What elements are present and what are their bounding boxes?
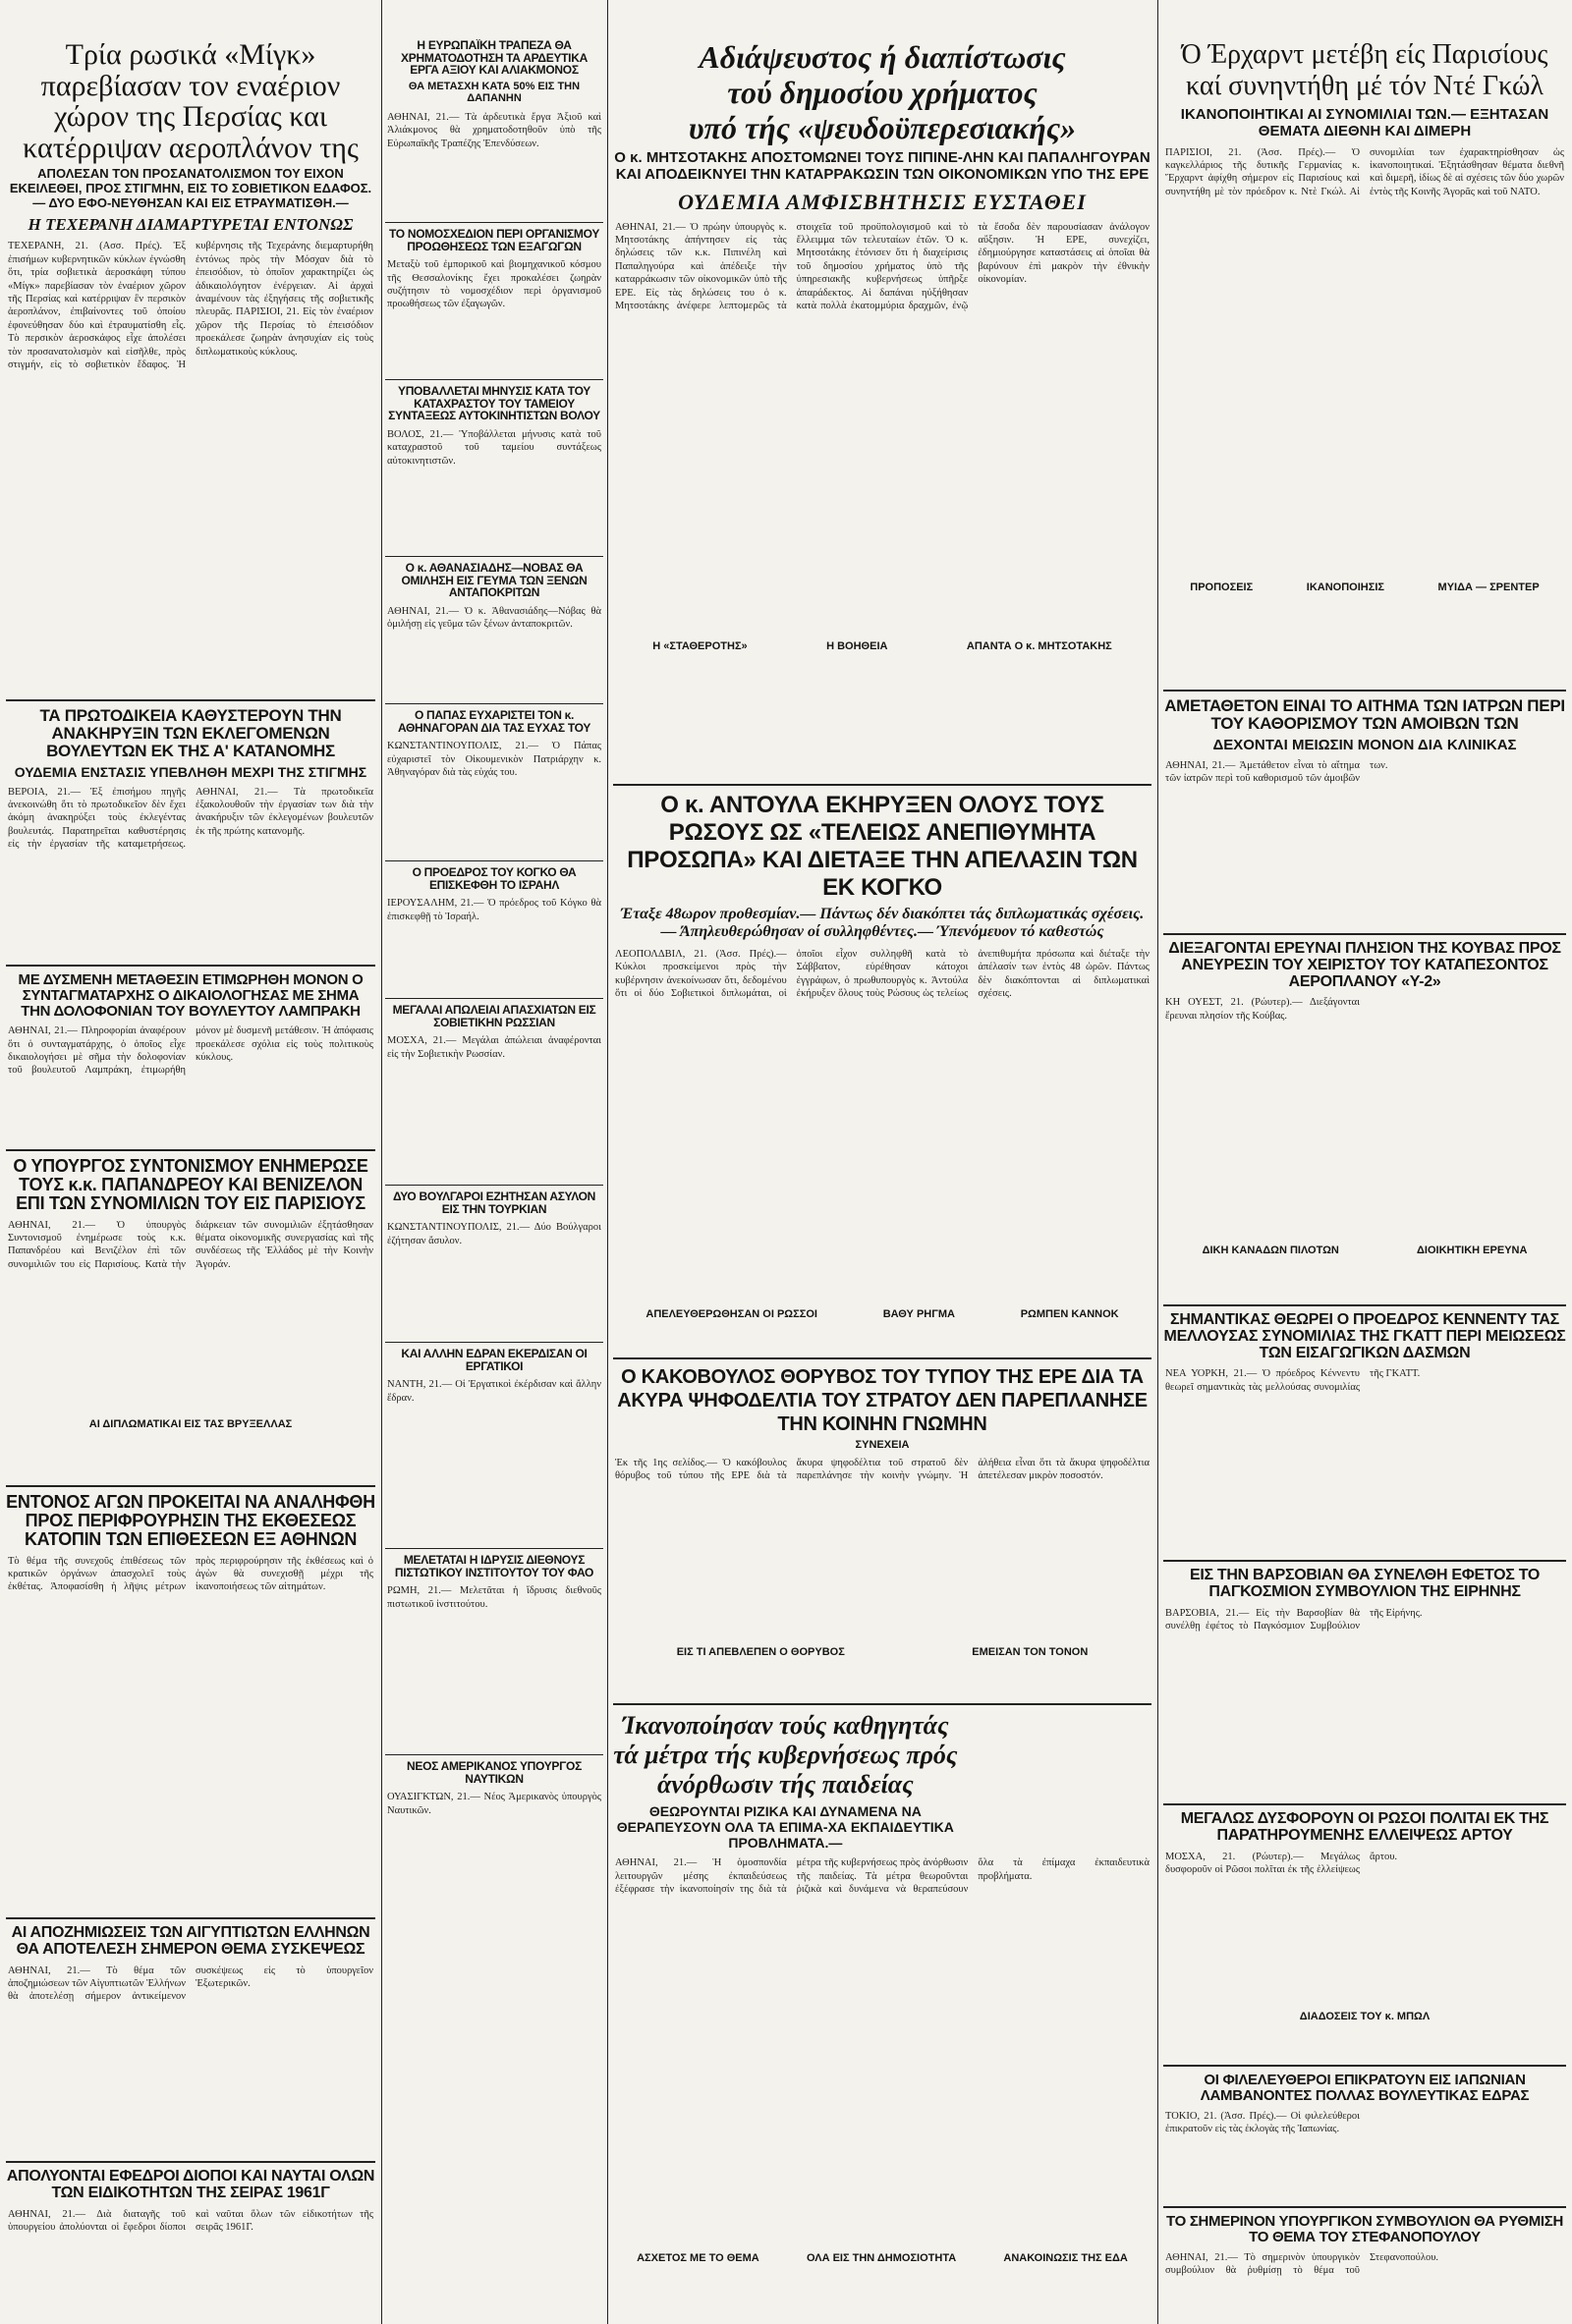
second-column <box>385 0 603 2324</box>
article-adoula <box>613 792 1151 1342</box>
divider <box>385 998 603 999</box>
article-stefanopoulos <box>1163 2214 1566 2320</box>
article-exhibition <box>6 1493 375 1906</box>
article-invalid-ballots <box>613 1365 1151 1689</box>
article-u2 <box>1163 941 1566 1295</box>
section-head: Η ΒΟΗΘΕΙΑ <box>826 639 888 652</box>
divider <box>613 1357 1151 1359</box>
article-gatt <box>1163 1312 1566 1548</box>
headline: Τρία ρωσικά «Μίγκ» παρεβίασαν τον εναέριον χώρον της Περσίας και κατέρριψαν αεροπλάνον της <box>23 39 359 164</box>
headline: Ο ΠΑΠΑΣ ΕΥΧΑΡΙΣΤΕΙ ΤΟΝ κ. ΑΘΗΝΑΓΟΡΑΝ ΔΙΑ ΤΑΣ ΕΥΧΑΣ ΤΟΥ <box>397 709 591 735</box>
headline: Ο κ. ΑΝΤΟΥΛΑ ΕΚΗΡΥΞΕΝ ΟΛΟΥΣ ΤΟΥΣ ΡΩΣΟΥΣ ΩΣ «ΤΕΛΕΙΩΣ ΑΝΕΠΙΘΥΜΗΤΑ ΠΡΟΣΩΠΑ» ΚΑΙ ΔΙΕΤΑΞΕ ΤΗΝ ΑΠΕΛΑΣΙΝ ΤΩΝ ΕΚ ΚΟΓΚΟ <box>627 792 1138 901</box>
headline: ΚΑΙ ΑΛΛΗΝ ΕΔΡΑΝ ΕΚΕΡΔΙΣΑΝ ΟΙ ΕΡΓΑΤΙΚΟΙ <box>401 1348 588 1373</box>
section-head: Η «ΣΤΑΘΕΡΟΤΗΣ» <box>652 639 748 652</box>
section-head: ΕΙΣ ΤΙ ΑΠΕΒΛΕΠΕΝ Ο ΘΟΡΥΒΟΣ <box>676 1646 845 1658</box>
subhead: ΘΑ ΜΕΤΑΣΧΗ ΚΑΤΑ 50% ΕΙΣ ΤΗΝ ΔΑΠΑΝΗΝ <box>408 80 581 105</box>
article-warsaw <box>1163 1568 1566 1794</box>
subhead: Ο κ. ΜΗΤΣΟΤΑΚΗΣ ΑΠΟΣΤΟΜΩΝΕΙ ΤΟΥΣ ΠΙΠΙΝΕ-ΛΗΝ ΚΑΙ ΠΑΠΑΛΗΓΟΥΡΑΝ ΚΑΙ ΑΠΟΔΕΙΚΝΥΕΙ ΤΗΝ ΚΑΤΑΡΡΑΚΩΣΙΝ ΤΩΝ ΟΙΚΟΝΟΜΙΚΩΝ ΥΠΟ ΤΗΣ ΕΡΕ <box>614 149 1151 184</box>
subhead: ΔΕΧΟΝΤΑΙ ΜΕΙΩΣΙΝ ΜΟΝΟΝ ΔΙΑ ΚΛΙΝΙΚΑΣ <box>1212 736 1517 753</box>
section-head: ΔΙΚΗ ΚΑΝΑΔΩΝ ΠΙΛΟΤΩΝ <box>1202 1245 1339 1257</box>
section-head: ΔΙΟΙΚΗΤΙΚΗ ΕΡΕΥΝΑ <box>1417 1245 1528 1257</box>
article-volos <box>385 385 603 552</box>
article-body: ΛΕΟΠΟΛΔΒΙΛ, 21. (Ἀσσ. Πρές).— Κύκλοι προσκείμενοι πρὸς τὴν κυβέρνησιν ἀνεκοίνωσαν ὅτι, δεδομένου ὅτι οἱ δύο Σοβιετικοὶ διπλωμάται, οἱ ὁποῖοι εἶχον συλληφθῆ κατὰ τὸ Σάββατον, εὑρέθησαν κάτοχοι ἐγγράφων, ὁ πρωθυπουργὸς κ. Ἀντούλα ἐκήρυξεν ὅλους τοὺς Ρώσους ὡς τελείως ἀνεπιθυμήτα πρόσωπα καὶ διέταξε τὴν ἀπέλασίν των ἐντὸς 48 ὡρῶν. Πάντως δὲν διακόπτονται αἱ διπλωματικαὶ σχέσεις. <box>615 948 1150 999</box>
divider <box>1163 933 1566 935</box>
headline: ΝΕΟΣ ΑΜΕΡΙΚΑΝΟΣ ΥΠΟΥΡΓΟΣ ΝΑΥΤΙΚΩΝ <box>407 1760 582 1786</box>
article-bread <box>1163 1811 1566 2057</box>
section-head: Η ΤΕΧΕΡΑΝΗ ΔΙΑΜΑΡΤΥΡΕΤΑΙ ΕΝΤΟΝΩΣ <box>28 214 354 234</box>
subhead: ΑΠΟΛΕΣΑΝ ΤΟΝ ΠΡΟΣΑΝΑΤΟΛΙΣΜΟΝ ΤΟΥ ΕΙΧΟΝ ΕΚΕΙΛΕΘΕΙ, ΠΡΟΣ ΣΤΙΓΜΗΝ, ΕΙΣ ΤΟ ΣΟΒΙΕΤΙΚΟΝ ΕΔΑΦΟΣ.— ΔΥΟ ΕΦΟ-ΝΕΥΘΗΣΑΝ ΚΑΙ ΕΙΣ ΕΤΡΑΥΜΑΤΙΣΘΗ.— <box>9 166 372 210</box>
divider <box>385 1185 603 1186</box>
section-head: ΟΛΑ ΕΙΣ ΤΗΝ ΔΗΜΟΣΙΟΤΗΤΑ <box>806 2252 957 2265</box>
section-head: ΜΥΙΔΑ — ΣΡΕΝΤΕΡ <box>1437 581 1540 593</box>
section-head: ΡΩΜΠΕΝ ΚΑΝΝΟΚ <box>1020 1307 1119 1320</box>
article-sailors <box>6 2169 375 2316</box>
article-body: ΑΘΗΝΑΙ, 21.— Τὸ θέμα τῶν ἀποζημιώσεων τῶν Αἰγυπτιωτῶν Ἑλλήνων θὰ ἀποτελέσῃ σήμερον ἀντικείμενον συσκέψεως εἰς τὸ ὑπουργεῖον Ἐξωτερικῶν. <box>8 1964 373 2003</box>
article-body: ΑΘΗΝΑΙ, 21.— Ὁ πρώην ὑπουργὸς κ. Μητσοτάκης ἀπήντησεν εἰς τὰς δηλώσεις τῶν κ.κ. Πιπινέλη καὶ Παπαληγούρα καὶ ἀπέδειξε τὴν καταρράκωσιν τῶν οἰκονομικῶν ὑπὸ τῆς ΕΡΕ. Εἰς τὰς δηλώσεις του ὁ κ. Μητσοτάκης ἀνέφερε λεπτομερῶς τὰ στοιχεῖα τοῦ προϋπολογισμοῦ καὶ τὸ ἔλλειμμα τῶν τελευταίων ἐτῶν. Ὁ κ. Μητσοτάκης ἐτόνισεν ὅτι ἡ διαχείρισις τοῦ δημοσίου χρήματος ὑπὸ τῆς ὑπηρεσιακῆς κυβερνήσεως ὑπῆρξε ἀπαράδεκτος. Αἱ δαπάναι ηὐξήθησαν κατὰ πολλὰ ἑκατομμύρια δραχμῶν, ἐνῷ τὰ ἔσοδα δὲν παρουσίασαν ἀνάλογον αὔξησιν. Ἡ ΕΡΕ, συνεχίζει, ἐδημιούργησε καταστάσεις αἱ ὁποῖαι θὰ βαρύνουν ἐπὶ μακρὸν τὴν ἐθνικὴν οἰκονομίαν. <box>615 221 1150 311</box>
headline: Ο ΥΠΟΥΡΓΟΣ ΣΥΝΤΟΝΙΣΜΟΥ ΕΝΗΜΕΡΩΣΕ ΤΟΥΣ κ.κ. ΠΑΠΑΝΔΡΕΟΥ ΚΑΙ ΒΕΝΙΖΕΛΟΝ ΕΠΙ ΤΩΝ ΣΥΝΟΜΙΛΙΩΝ ΤΟΥ ΕΙΣ ΠΑΡΙΣΙΟΥΣ <box>13 1157 368 1213</box>
article-courts <box>6 707 375 943</box>
article-body: Μεταξὺ τοῦ ἐμπορικοῦ καὶ βιομηχανικοῦ κόσμου τῆς Θεσσαλονίκης ἔχει προκαλέσει ζωηρὰν συζήτησιν τὸ νομοσχέδιον περὶ ὀργανισμοῦ προωθήσεως τῶν ἐξαγωγῶν. <box>387 259 601 310</box>
article-congo-president <box>385 866 603 994</box>
headline: ΕΝΤΟΝΟΣ ΑΓΩΝ ΠΡΟΚΕΙΤΑΙ ΝΑ ΑΝΑΛΗΦΘΗ ΠΡΟΣ ΠΕΡΙΦΡΟΥΡΗΣΙΝ ΤΗΣ ΕΚΘΕΣΕΩΣ ΚΑΤΟΠΙΝ ΤΩΝ ΕΠΙΘΕΣΕΩΝ ΕΞ ΑΘΗΝΩΝ <box>6 1493 375 1549</box>
divider <box>1163 1560 1566 1562</box>
divider <box>385 703 603 704</box>
article-body: ΜΟΣΧΑ, 21.— Μεγάλαι ἀπώλειαι ἀναφέρονται εἰς τὴν Σοβιετικὴν Ρωσσίαν. <box>387 1035 601 1060</box>
article-eib <box>385 39 603 216</box>
divider <box>385 1754 603 1755</box>
headline: Ίκανοποίησαν τούς καθηγητάς τά μέτρα τής κυβερνήσεως πρός άνόρθωσιν τής παιδείας <box>613 1711 958 1798</box>
section-head: ΔΙΑΔΟΣΕΙΣ ΤΟΥ κ. ΜΠΩΛ <box>1299 2010 1431 2022</box>
column-divider <box>381 0 382 2324</box>
section-head: ΑΙ ΔΙΠΛΩΜΑΤΙΚΑΙ ΕΙΣ ΤΑΣ ΒΡΥΞΕΛΛΑΣ <box>88 1417 293 1430</box>
divider <box>385 1548 603 1549</box>
headline: ΜΕΓΑΛΩΣ ΔΥΣΦΟΡΟΥΝ ΟΙ ΡΩΣΟΙ ΠΟΛΙΤΑΙ ΕΚ ΤΗΣ ΠΑΡΑΤΗΡΟΥΜΕΝΗΣ ΕΛΛΕΙΨΕΩΣ ΑΡΤΟΥ <box>1180 1811 1549 1844</box>
headline: Ό Έρχαρντ μετέβη είς Παρισίους καί συνηντήθη μέ τόν Ντέ Γκώλ <box>1181 39 1548 101</box>
article-body: ΑΘΗΝΑΙ, 21.— Ἀμετάθετον εἶναι τὸ αἴτημα τῶν ἰατρῶν περὶ τοῦ καθορισμοῦ τῶν ἀμοιβῶν των. <box>1165 759 1388 785</box>
article-coordination <box>6 1157 375 1471</box>
headline: ΤΟ ΝΟΜΟΣΧΕΔΙΟΝ ΠΕΡΙ ΟΡΓΑΝΙΣΜΟΥ ΠΡΟΩΘΗΣΕΩΣ ΤΩΝ ΕΞΑΓΩΓΩΝ <box>388 228 600 253</box>
article-athanasiadis <box>385 562 603 699</box>
headline-line: υπό τής «ψευδοϋπερεσιακής» <box>688 110 1077 145</box>
divider <box>385 222 603 223</box>
kicker: ΣΥΝΕΧΕΙΑ <box>855 1439 910 1451</box>
divider <box>613 784 1151 786</box>
article-ussr-losses <box>385 1004 603 1181</box>
divider <box>1163 2206 1566 2208</box>
headline: Ο κ. ΑΘΑΝΑΣΙΑΔΗΣ—ΝΟΒΑΣ ΘΑ ΟΜΙΛΗΣΗ ΕΙΣ ΓΕΥΜΑ ΤΩΝ ΞΕΝΩΝ ΑΝΤΑΠΟΚΡΙΤΩΝ <box>401 562 588 600</box>
article-body: ΟΥΑΣΙΓΚΤΩΝ, 21.— Νέος Ἀμερικανὸς ὑπουργὸς Ναυτικῶν. <box>387 1792 601 1816</box>
article-body: ΡΩΜΗ, 21.— Μελετᾶται ἡ ἵδρυσις διεθνοῦς πιστωτικοῦ ἰνστιτούτου. <box>387 1585 601 1610</box>
article-body: ΝΑΝΤΗ, 21.— Οἱ Ἐργατικοὶ ἐκέρδισαν καὶ ἄλλην ἕδραν. <box>387 1379 601 1404</box>
section-head: ΒΑΘΥ ΡΗΓΜΑ <box>882 1307 955 1320</box>
column-divider <box>607 0 608 2324</box>
section-head: ΑΣΧΕΤΟΣ ΜΕ ΤΟ ΘΕΜΑ <box>637 2252 759 2265</box>
article-body: ΑΘΗΝΑΙ, 21.— Ἡ ὁμοσπονδία λειτουργῶν μέσης ἐκπαιδεύσεως ἐξέφρασε τὴν ἱκανοποίησίν της διὰ τὰ μέτρα τῆς κυβερνήσεως πρὸς ἀνόρθωσιν τῆς παιδείας. Τὰ μέτρα θεωροῦνται ῥιζικὰ καὶ δυνάμενα νὰ θεραπεύσουν ὅλα τὰ ἐπίμαχα ἐκπαιδευτικὰ προβλήματα. <box>615 1857 1150 1896</box>
left-column <box>6 0 375 2324</box>
article-lambrakis <box>6 972 375 1139</box>
divider <box>1163 2065 1566 2067</box>
section-head: ΑΠΕΛΕΥΘΕΡΩΘΗΣΑΝ ΟΙ ΡΩΣΣΟΙ <box>646 1307 817 1320</box>
article-body: ΚΗ ΟΥΕΣΤ, 21. (Ρώυτερ).— Διεξάγονται ἔρευναι πλησίον τῆς Κούβας. <box>1165 997 1360 1022</box>
article-body: ΤΟΚΙΟ, 21. (Ἀσσ. Πρές).— Οἱ φιλελεύθεροι ἐπικρατοῦν εἰς τὰς ἐκλογὰς τῆς Ἰαπωνίας. <box>1165 2110 1360 2134</box>
article-body: ΠΑΡΙΣΙΟΙ, 21. (Ἀσσ. Πρές).— Ὁ καγκελλάριος τῆς δυτικῆς Γερμανίας κ. Ἔρχαρντ ἀφίχθη σήμερον εἰς Παρισίους καὶ συνηντήθη μὲ τὸν πρόεδρον κ. Ντὲ Γκώλ. Αἱ συνομιλίαι των ἐχαρακτηρίσθησαν ὡς ἱκανοποιητικαί. Ἐξητάσθησαν θέματα διεθνῆ καὶ διμερῆ, ἰδίως δὲ αἱ σχέσεις τῶν δύο χωρῶν ἐντὸς τῆς Κοινῆς Ἀγορᾶς καὶ τοῦ ΝΑΤΟ. <box>1165 146 1564 197</box>
article-us-navy <box>385 1760 603 2310</box>
article-body: ΒΕΡΟΙΑ, 21.— Ἐξ ἐπισήμου πηγῆς ἀνεκοινώθη ὅτι τὸ πρωτοδικεῖον δὲν ἔχει ἀκόμη ἀνακηρύξει τοὺς ἐκλεγέντας βουλευτάς. Παρατηρεῖται καθυστέρησις εἰς τὴν ἐργασίαν τῆς καταμετρήσεως. ΑΘΗΝΑΙ, 21.— Τὰ πρωτοδικεῖα ἐξακολουθοῦν τὴν ἐργασίαν των διὰ τὴν ἀνακήρυξιν τῶν ἐκλεγομένων βουλευτῶν ἐκ τῆς πρώτης κατανομῆς. <box>8 786 373 851</box>
article-body: ΒΑΡΣΟΒΙΑ, 21.— Εἰς τὴν Βαρσοβίαν θὰ συνέλθῃ ἐφέτος τὸ Παγκόσμιον Συμβούλιον τῆς Εἰρήνης. <box>1165 1607 1423 1632</box>
article-japan <box>1163 2073 1566 2200</box>
headline: ΜΕΓΑΛΑΙ ΑΠΩΛΕΙΑΙ ΑΠΑΣΧΙΑΤΩΝ ΕΙΣ ΣΟΒΙΕΤΙΚΗΝ ΡΩΣΣΙΑΝ <box>392 1004 596 1029</box>
article-body: ΚΩΝΣΤΑΝΤΙΝΟΥΠΟΛΙΣ, 21.— Ὁ Πάπας εὐχαριστεῖ τὸν Οἰκουμενικὸν Πατριάρχην κ. Ἀθηναγόραν διὰ τὰς εὐχάς του. <box>387 741 601 778</box>
article-body: ΑΘΗΝΑΙ, 21.— Τὸ σημερινὸν ὑπουργικὸν συμβούλιον θὰ ῥυθμίσῃ τὸ θέμα τοῦ Στεφανοπούλου. <box>1165 2251 1439 2276</box>
divider <box>613 1703 1151 1705</box>
article-body: ΝΕΑ ΥΟΡΚΗ, 21.— Ὁ πρόεδρος Κέννεντυ θεωρεῖ σημαντικὰς τὰς μελλούσας συνομιλίας τῆς ΓΚΑΤΤ. <box>1165 1368 1421 1393</box>
article-body: ΒΟΛΟΣ, 21.— Ὑποβάλλεται μήνυσις κατὰ τοῦ καταχραστοῦ τοῦ ταμείου συντάξεως αὐτοκινητιστῶν. <box>387 428 601 467</box>
divider <box>1163 1304 1566 1306</box>
headline-line: τού δημοσίου χρήματος <box>727 75 1038 110</box>
headline: ΣΗΜΑΝΤΙΚΑΣ ΘΕΩΡΕΙ Ο ΠΡΟΕΔΡΟΣ ΚΕΝΝΕΝΤΥ ΤΑΣ ΜΕΛΛΟΥΣΑΣ ΣΥΝΟΜΙΛΙΑΣ ΤΗΣ ΓΚΑΤΤ ΠΕΡΙ ΜΕΙΩΣΕΩΣ ΤΩΝ ΕΙΣΑΓΩΓΙΚΩΝ ΔΑΣΜΩΝ <box>1163 1312 1566 1361</box>
article-erhard <box>1163 39 1566 678</box>
divider <box>6 1485 375 1487</box>
banner: ΟΥΔΕΜΙΑ ΑΜΦΙΣΒΗΤΗΣΙΣ ΕΥΣΤΑΘΕΙ <box>678 189 1087 214</box>
divider <box>6 2161 375 2163</box>
article-egyptiot <box>6 1925 375 2151</box>
divider <box>6 699 375 701</box>
article-body: ΑΘΗΝΑΙ, 21.— Ὁ κ. Ἀθανασιάδης—Νόβας θὰ ὁμιλήσῃ εἰς γεῦμα τῶν ξένων ἀνταποκριτῶν. <box>387 605 601 631</box>
article-labour <box>385 1348 603 1544</box>
headline: ΜΕ ΔΥΣΜΕΝΗ ΜΕΤΑΘΕΣΙΝ ΕΤΙΜΩΡΗΘΗ ΜΟΝΟΝ Ο ΣΥΝΤΑΓΜΑΤΑΡΧΗΣ Ο ΔΙΚΑΙΟΛΟΓΗΣΑΣ ΜΕ ΣΗΜΑ ΤΗΝ ΔΟΛΟΦΟΝΙΑΝ ΤΟΥ ΒΟΥΛΕΥΤΟΥ ΛΑΜΠΡΑΚΗ <box>18 972 364 1020</box>
article-body: Τὸ θέμα τῆς συνεχοῦς ἐπιθέσεως τῶν κρατικῶν ὀργάνων ἀπασχολεῖ τοὺς ἐκθέτας. Ἀποφασίσθη ἡ λῆψις μέτρων πρὸς περιφρούρησιν τῆς ἐκθέσεως καὶ ὁ ἀγὼν θὰ συνεχισθῇ μέχρι τῆς ἱκανοποιήσεως τῶν αἰτημάτων. <box>8 1555 373 1593</box>
section-head: ΙΚΑΝΟΠΟΙΗΣΙΣ <box>1306 581 1384 593</box>
headline: ΥΠΟΒΑΛΛΕΤΑΙ ΜΗΝΥΣΙΣ ΚΑΤΑ ΤΟΥ ΚΑΤΑΧΡΑΣΤΟΥ ΤΟΥ ΤΑΜΕΙΟΥ ΣΥΝΤΑΞΕΩΣ ΑΥΤΟΚΙΝΗΤΙΣΤΩΝ ΒΟΛΟΥ <box>388 385 600 423</box>
headline: Ο ΚΑΚΟΒΟΥΛΟΣ ΘΟΡΥΒΟΣ ΤΟΥ ΤΥΠΟΥ ΤΗΣ ΕΡΕ ΔΙΑ ΤΑ ΑΚΥΡΑ ΨΗΦΟΔΕΛΤΙΑ ΤΟΥ ΣΤΡΑΤΟΥ ΔΕΝ ΠΑΡΕΠΛΑΝΗΣΕ ΤΗΝ ΚΟΙΝΗΝ ΓΝΩΜΗΝ <box>617 1366 1148 1435</box>
divider <box>1163 690 1566 692</box>
center-column <box>613 0 1151 2324</box>
article-teachers <box>613 1711 1151 2316</box>
article-body: ΤΕΧΕΡΑΝΗ, 21. (Ασσ. Πρές). Ἐξ ἐπισήμων κυβερνητικῶν κύκλων ἐγνώσθη ὅτι, τρία σοβιετικὰ ἀεροσκάφη τύπου «Μίγκ» παρεβίασαν τὸν ἐναέριον χῶρον τῆς Περσίας καὶ κατέρριψαν ἓν περσικὸν ἀεροπλάνον, ἐπιβαίνοντες τοῦ ὁποίου ἐφονεύθησαν δύο καὶ ἐτραυματίσθη εἷς. Τὸ περσικὸν ἀεροσκάφος εἶχε ἀπολέσει τὸν προσανατολισμὸν καὶ εἰσῆλθε, πρὸς στιγμήν, εἰς τὸ σοβιετικὸν ἔδαφος. Ἡ κυβέρνησις τῆς Τεχεράνης διεμαρτυρήθη ἐντόνως πρὸς τὴν Μόσχαν διὰ τὸ ἐπεισόδιον, τὸ ὁποῖον χαρακτηρίζει ὡς ἀδικαιολόγητον ἐνέργειαν. Αἱ ἀρχαὶ ἀναμένουν τὰς ἐξηγήσεις τῆς σοβιετικῆς πλευρᾶς. ΠΑΡΙΣΙΟΙ, 21. Εἰς τὸν ἐναέριον χῶρον τῆς Περσίας τὸ ἐπεισόδιον προεκάλεσε ζωηρὰν ἀνησυχίαν εἰς τοὺς διπλωματικοὺς κύκλους. <box>8 241 373 371</box>
headline: Ο ΠΡΟΕΔΡΟΣ ΤΟΥ ΚΟΓΚΟ ΘΑ ΕΠΙΣΚΕΦΘΗ ΤΟ ΙΣΡΑΗΛ <box>412 866 577 892</box>
article-body: Ἐκ τῆς 1ης σελίδος.— Ὁ κακόβουλος θόρυβος τοῦ τύπου τῆς ΕΡΕ διὰ τὰ ἄκυρα ψηφοδέλτια τοῦ στρατοῦ δὲν παρεπλάνησε τὴν κοινὴν γνώμην. Ἡ ἀλήθεια εἶναι ὅτι τὰ ἄκυρα ψηφοδέλτια ἀπετέλεσαν μικρὸν ποσοστόν. <box>615 1458 1150 1482</box>
article-body: ΑΘΗΝΑΙ, 21.— Διὰ διαταγῆς τοῦ ὑπουργείου ἀπολύονται οἱ ἔφεδροι δίοποι καὶ ναῦται ὅλων τῶν εἰδικοτήτων τῆς σειρᾶς 1961Γ. <box>8 2208 373 2233</box>
right-column <box>1163 0 1566 2324</box>
section-head: ΠΡΟΠΟΣΕΙΣ <box>1190 581 1254 593</box>
article-pope <box>385 709 603 857</box>
article-body: ΜΟΣΧΑ, 21. (Ρώυτερ).— Μεγάλως δυσφοροῦν οἱ Ρῶσοι πολῖται ἐκ τῆς ἐλλείψεως ἄρτου. <box>1165 1851 1398 1875</box>
headline: ΑΜΕΤΑΘΕΤΟΝ ΕΙΝΑΙ ΤΟ ΑΙΤΗΜΑ ΤΩΝ ΙΑΤΡΩΝ ΠΕΡΙ ΤΟΥ ΚΑΘΟΡΙΣΜΟΥ ΤΩΝ ΑΜΟΙΒΩΝ ΤΩΝ <box>1164 697 1565 733</box>
headline: ΜΕΛΕΤΑΤΑΙ Η ΙΔΡΥΣΙΣ ΔΙΕΘΝΟΥΣ ΠΙΣΤΩΤΙΚΟΥ ΙΝΣΤΙΤΟΥΤΟΥ ΤΟΥ ΦΑΟ <box>394 1554 594 1579</box>
article-body: ΑΘΗΝΑΙ, 21.— Ὁ ὑπουργὸς Συντονισμοῦ ἐνημέρωσε τοὺς κ.κ. Παπανδρέου καὶ Βενιζέλον ἐπὶ τῶν συνομιλιῶν του εἰς Παρισίους. Κατὰ τὴν διάρκειαν τῶν συνομιλιῶν ἐξητάσθησαν θέματα οἰκονομικῆς συνεργασίας καὶ τῆς συνδέσεως τῆς Ἑλλάδος μὲ τὴν Κοινὴν Ἀγοράν. <box>8 1219 373 1270</box>
article-public-money <box>613 39 1151 766</box>
article-body: ΑΘΗΝΑΙ, 21.— Τὰ ἀρδευτικὰ ἔργα Ἀξιοῦ καὶ Ἀλιάκμονος θὰ χρηματοδοτηθοῦν ὑπὸ τῆς Εὐρωπαϊκῆς Τραπέζης Ἐπενδύσεων. <box>387 112 601 149</box>
article-fao <box>385 1554 603 1750</box>
divider <box>6 1917 375 1919</box>
section-head: ΕΜΕΙΣΑΝ ΤΟΝ ΤΟΝΟΝ <box>972 1646 1089 1658</box>
article-body: ΚΩΝΣΤΑΝΤΙΝΟΥΠΟΛΙΣ, 21.— Δύο Βούλγαροι ἐζήτησαν ἄσυλον. <box>387 1222 601 1246</box>
divider <box>385 1342 603 1343</box>
column-divider <box>1157 0 1158 2324</box>
article-bulgarians <box>385 1190 603 1338</box>
headline: ΤΟ ΣΗΜΕΡΙΝΟΝ ΥΠΟΥΡΓΙΚΟΝ ΣΥΜΒΟΥΛΙΟΝ ΘΑ ΡΥΘΜΙΣΗ ΤΟ ΘΕΜΑ ΤΟΥ ΣΤΕΦΑΝΟΠΟΥΛΟΥ <box>1166 2214 1563 2245</box>
divider <box>6 1149 375 1151</box>
article-body: ΙΕΡΟΥΣΑΛΗΜ, 21.— Ὁ πρόεδρος τοῦ Κόγκο θὰ ἐπισκεφθῇ τὸ Ἰσραήλ. <box>387 898 601 922</box>
divider <box>385 556 603 557</box>
headline: ΔΙΕΞΑΓΟΝΤΑΙ ΕΡΕΥΝΑΙ ΠΛΗΣΙΟΝ ΤΗΣ ΚΟΥΒΑΣ ΠΡΟΣ ΑΝΕΥΡΕΣΙΝ ΤΟΥ ΧΕΙΡΙΣΤΟΥ ΤΟΥ ΚΑΤΑΠΕΣΟΝΤΟΣ ΑΕΡΟΠΛΑΝΟΥ «Υ-2» <box>1168 941 1561 990</box>
headline: Η ΕΥΡΩΠΑΪΚΗ ΤΡΑΠΕΖΑ ΘΑ ΧΡΗΜΑΤΟΔΟΤΗΣΗ ΤΑ ΑΡΔΕΥΤΙΚΑ ΕΡΓΑ ΑΞΙΟΥ ΚΑΙ ΑΛΙΑΚΜΟΝΟΣ <box>401 39 588 78</box>
subhead: ΟΥΔΕΜΙΑ ΕΝΣΤΑΣΙΣ ΥΠΕΒΛΗΘΗ ΜΕΧΡΙ ΤΗΣ ΣΤΙΓΜΗΣ <box>14 763 367 780</box>
headline: ΔΥΟ ΒΟΥΛΓΑΡΟΙ ΕΖΗΤΗΣΑΝ ΑΣΥΛΟΝ ΕΙΣ ΤΗΝ ΤΟΥΡΚΙΑΝ <box>392 1190 596 1216</box>
headline: ΑΠΟΛΥΟΝΤΑΙ ΕΦΕΔΡΟΙ ΔΙΟΠΟΙ ΚΑΙ ΝΑΥΤΑΙ ΟΛΩΝ ΤΩΝ ΕΙΔΙΚΟΤΗΤΩΝ ΤΗΣ ΣΕΙΡΑΣ 1961Γ <box>6 2169 375 2201</box>
subhead: ΘΕΩΡΟΥΝΤΑΙ ΡΙΖΙΚΑ ΚΑΙ ΔΥΝΑΜΕΝΑ ΝΑ ΘΕΡΑΠΕΥΣΟΥΝ ΟΛΑ ΤΑ ΕΠΙΜΑ-ΧΑ ΕΚΠΑΙΔΕΥΤΙΚΑ ΠΡΟΒΛΗΜΑΤΑ.— <box>616 1803 954 1852</box>
section-head: ΑΠΑΝΤΑ Ο κ. ΜΗΤΣΟΤΑΚΗΣ <box>966 639 1112 652</box>
article-exports <box>385 228 603 375</box>
article-body: ΑΘΗΝΑΙ, 21.— Πληροφορίαι ἀναφέρουν ὅτι ὁ συνταγματάρχης, ὁ ὁποῖος εἶχε δικαιολογήσει μὲ σῆμα τὴν δολοφονίαν τοῦ βουλευτοῦ Λαμπράκη, ἐτιμωρήθη μόνον μὲ δυσμενῆ μετάθεσιν. Ἡ ἀπόφασις προεκάλεσε σχόλια εἰς τοὺς πολιτικοὺς κύκλους. <box>8 1025 373 1077</box>
section-head: ΑΝΑΚΟΙΝΩΣΙΣ ΤΗΣ ΕΔΑ <box>1003 2252 1128 2265</box>
headline: ΕΙΣ ΤΗΝ ΒΑΡΣΟΒΙΑΝ ΘΑ ΣΥΝΕΛΘΗ ΕΦΕΤΟΣ ΤΟ ΠΑΓΚΟΣΜΙΟΝ ΣΥΜΒΟΥΛΙΟΝ ΤΗΣ ΕΙΡΗΝΗΣ <box>1189 1568 1541 1600</box>
headline: ΤΑ ΠΡΩΤΟΔΙΚΕΙΑ ΚΑΘΥΣΤΕΡΟΥΝ ΤΗΝ ΑΝΑΚΗΡΥΞΙΝ ΤΩΝ ΕΚΛΕΓΟΜΕΝΩΝ ΒΟΥΛΕΥΤΩΝ ΕΚ ΤΗΣ Α' ΚΑΤΑΝΟΜΗΣ <box>39 707 342 760</box>
headline-line: Αδιάψευστος ή διαπίστωσις <box>699 39 1066 75</box>
article-doctors <box>1163 697 1566 923</box>
subhead: ΙΚΑΝΟΠΟΙΗΤΙΚΑΙ ΑΙ ΣΥΝΟΜΙΛΙΑΙ ΤΩΝ.— ΕΞΗΤΑΣΑΝ ΘΕΜΑΤΑ ΔΙΕΘΝΗ ΚΑΙ ΔΙΜΕΡΗ <box>1180 106 1549 140</box>
divider <box>1163 1803 1566 1805</box>
headline: ΑΙ ΑΠΟΖΗΜΙΩΣΕΙΣ ΤΩΝ ΑΙΓΥΠΤΙΩΤΩΝ ΕΛΛΗΝΩΝ ΘΑ ΑΠΟΤΕΛΕΣΗ ΣΗΜΕΡΟΝ ΘΕΜΑ ΣΥΣΚΕΨΕΩΣ <box>11 1925 370 1958</box>
article-persia <box>6 39 375 688</box>
divider <box>385 860 603 861</box>
divider <box>385 379 603 380</box>
divider <box>6 965 375 967</box>
dek: Έταξε 48ωρον προθεσμίαν.— Πάντως δέν διακόπτει τάς διπλωματικάς σχέσεις.— Άπηλευθερώθησαν οί συλληφθέντες.— Ύπενόμευον τό καθεστώς <box>620 906 1145 941</box>
headline: ΟΙ ΦΙΛΕΛΕΥΘΕΡΟΙ ΕΠΙΚΡΑΤΟΥΝ ΕΙΣ ΙΑΠΩΝΙΑΝ ΛΑΜΒΑΝΟΝΤΕΣ ΠΟΛΛΑΣ ΒΟΥΛΕΥΤΙΚΑΣ ΕΔΡΑΣ <box>1200 2073 1530 2104</box>
